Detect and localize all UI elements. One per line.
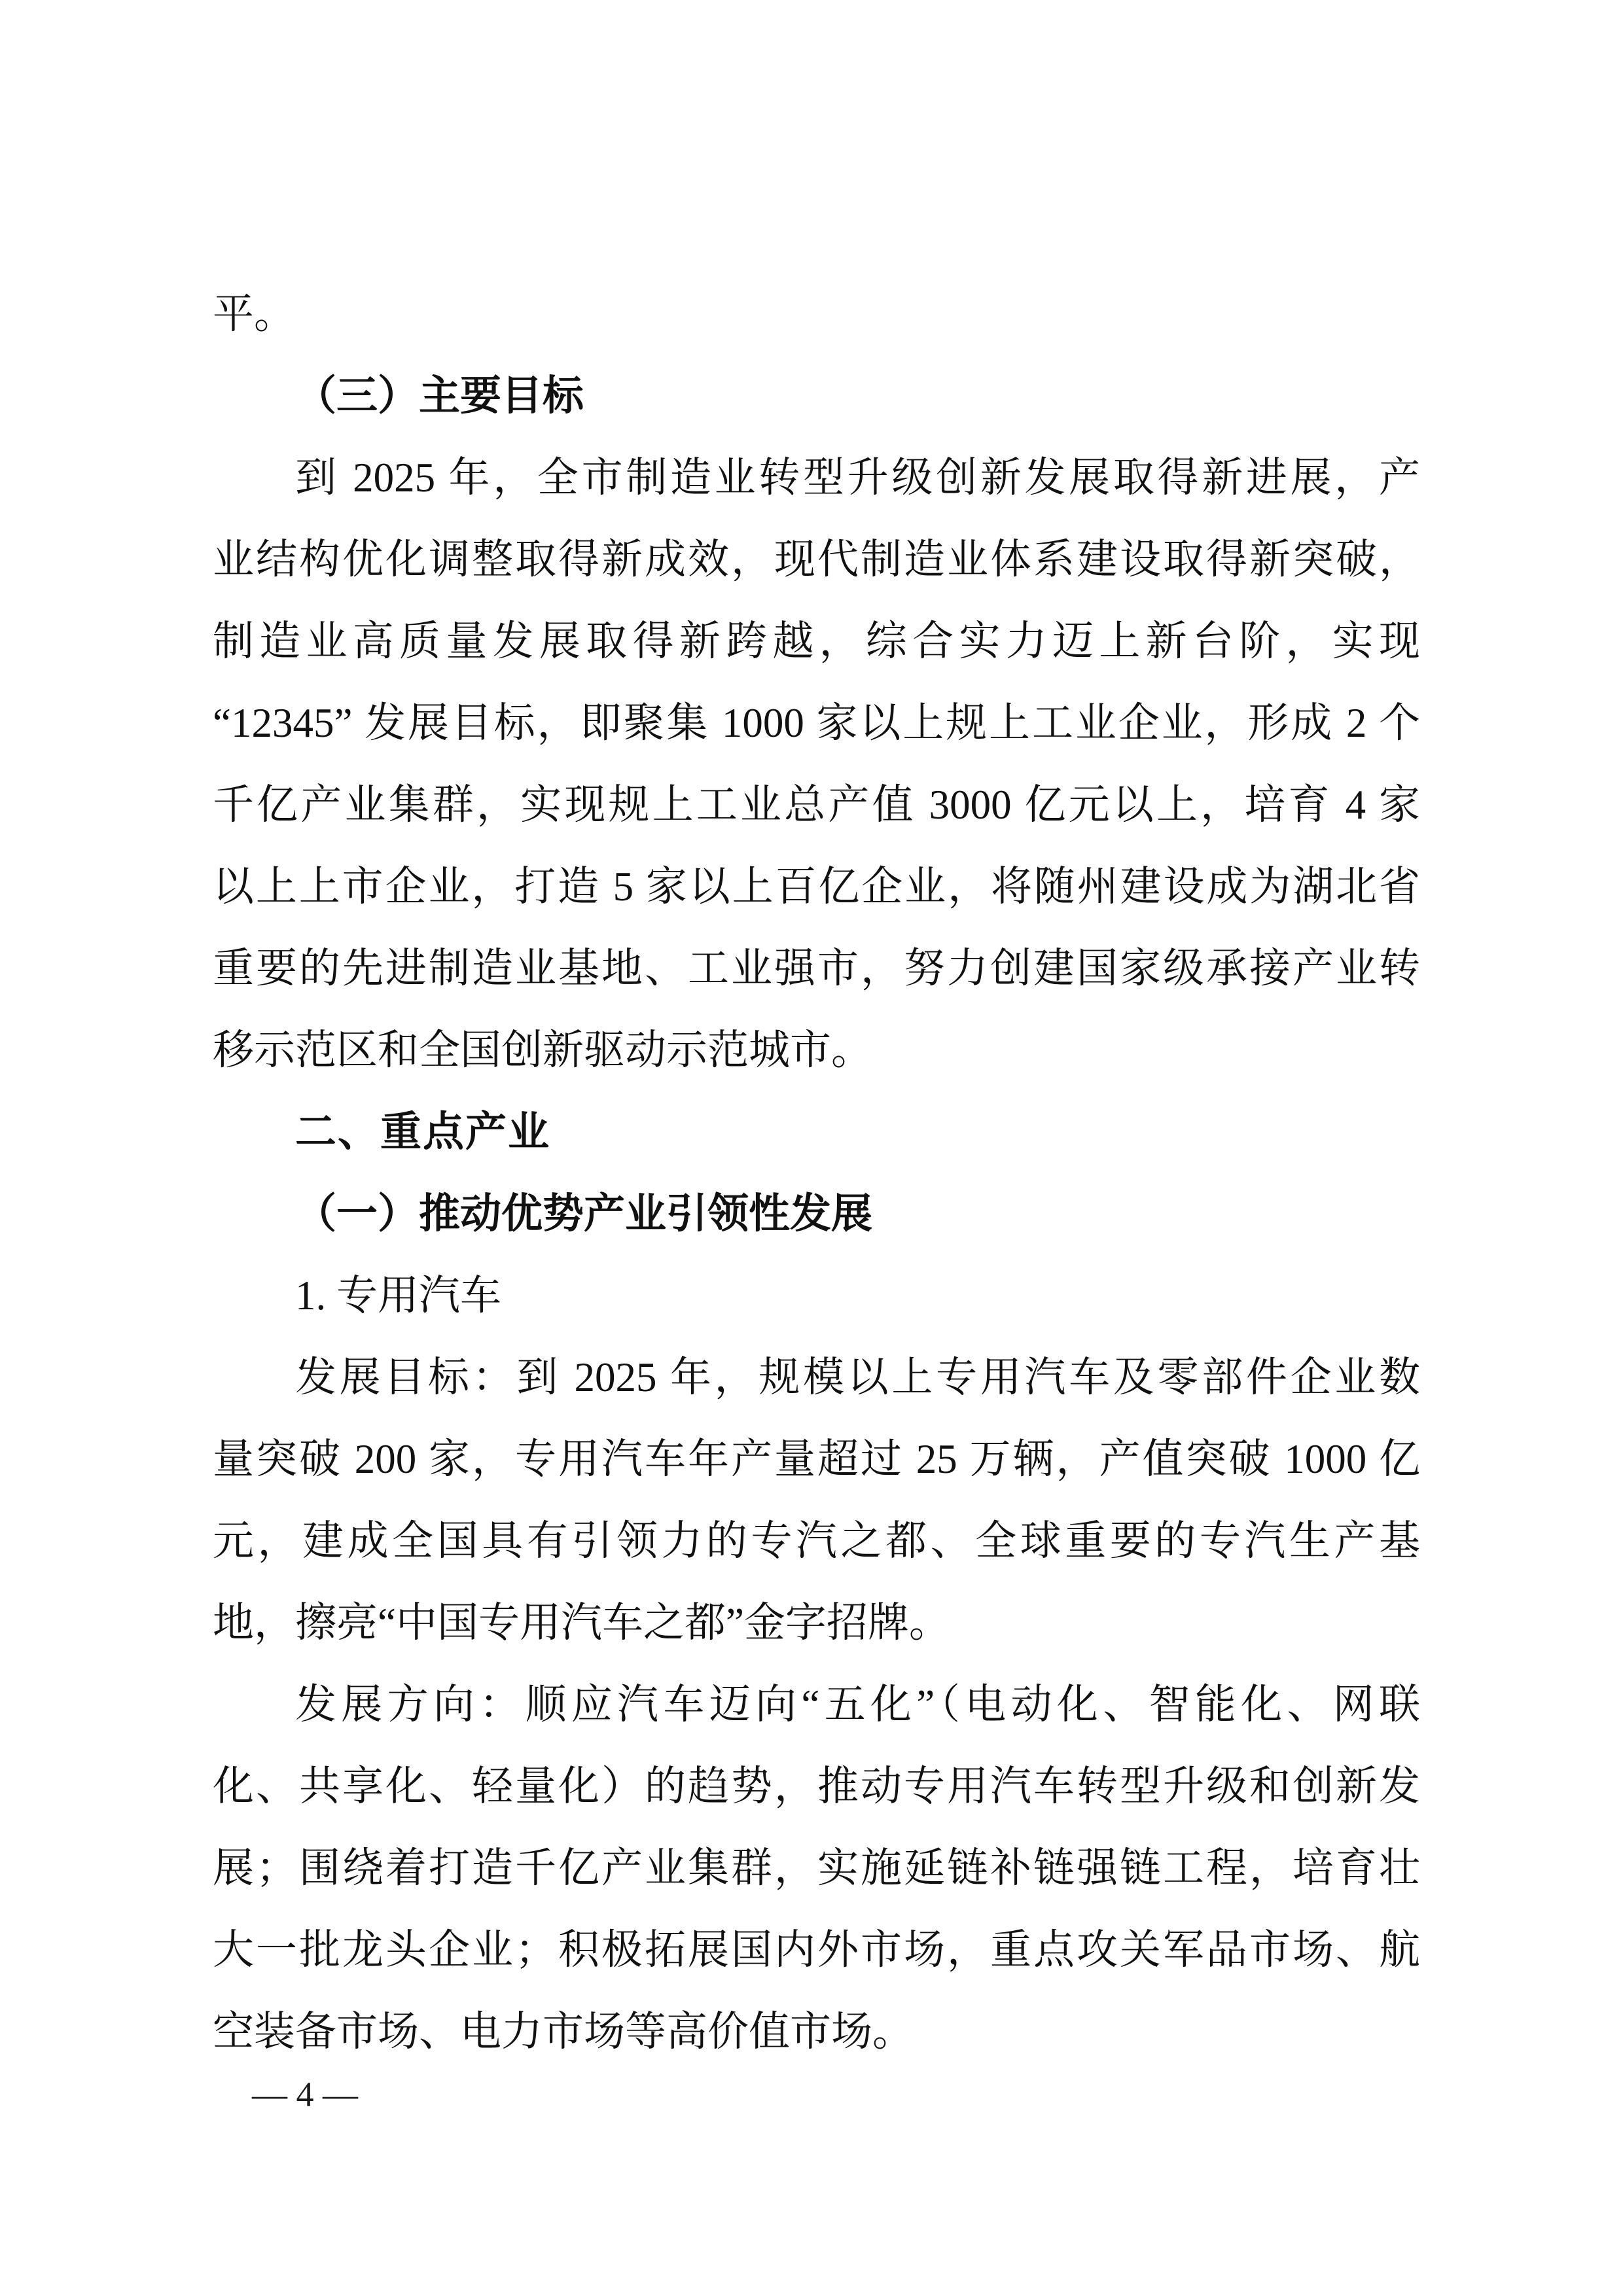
section-heading-1: （一）推动优势产业引领性发展 bbox=[295, 1191, 872, 1237]
paragraph-line: 发展方向：顺应汽车迈向“五化”（电动化、智能化、网联 bbox=[295, 1682, 1420, 1727]
paragraph-end-line: 地，擦亮“中国专用汽车之都”金字招牌。 bbox=[213, 1600, 950, 1646]
paragraph-line: 量突破 200 家，专用汽车年产量超过 25 万辆，产值突破 1000 亿 bbox=[213, 1436, 1420, 1482]
subsection-heading: 1. 专用汽车 bbox=[295, 1273, 501, 1318]
paragraph-line: 业结构优化调整取得新成效，现代制造业体系建设取得新突破， bbox=[213, 537, 1420, 582]
paragraph-line: 发展目标：到 2025 年，规模以上专用汽车及零部件企业数 bbox=[295, 1354, 1420, 1400]
paragraph-line: 千亿产业集群，实现规上工业总产值 3000 亿元以上，培育 4 家 bbox=[213, 782, 1420, 828]
paragraph-line: 重要的先进制造业基地、工业强市，努力创建国家级承接产业转 bbox=[213, 945, 1420, 991]
paragraph-line: 元，建成全国具有引领力的专汽之都、全球重要的专汽生产基 bbox=[213, 1518, 1420, 1564]
section-heading-3: （三）主要目标 bbox=[295, 373, 584, 419]
paragraph-line: “12345” 发展目标，即聚集 1000 家以上规上工业企业，形成 2 个 bbox=[213, 700, 1420, 746]
document-body bbox=[213, 274, 1420, 2073]
paragraph-line: 化、共享化、轻量化）的趋势，推动专用汽车转型升级和创新发 bbox=[213, 1763, 1420, 1809]
paragraph-line: 大一批龙头企业；积极拓展国内外市场，重点攻关军品市场、航 bbox=[213, 1927, 1420, 1973]
paragraph-end-line: 空装备市场、电力市场等高价值市场。 bbox=[213, 2009, 914, 2055]
page-number: — 4 — bbox=[252, 2075, 358, 2114]
paragraph-line: 制造业高质量发展取得新跨越，综合实力迈上新台阶，实现 bbox=[213, 618, 1420, 664]
paragraph-end-line: 移示范区和全国创新驱动示范城市。 bbox=[213, 1027, 872, 1073]
paragraph-end-line: 平。 bbox=[213, 291, 295, 337]
chapter-heading-2: 二、重点产业 bbox=[295, 1109, 550, 1155]
paragraph-line: 展；围绕着打造千亿产业集群，实施延链补链强链工程，培育壮 bbox=[213, 1845, 1420, 1891]
paragraph-line: 到 2025 年，全市制造业转型升级创新发展取得新进展，产 bbox=[295, 455, 1420, 501]
paragraph-line: 以上上市企业，打造 5 家以上百亿企业，将随州建设成为湖北省 bbox=[213, 864, 1420, 910]
